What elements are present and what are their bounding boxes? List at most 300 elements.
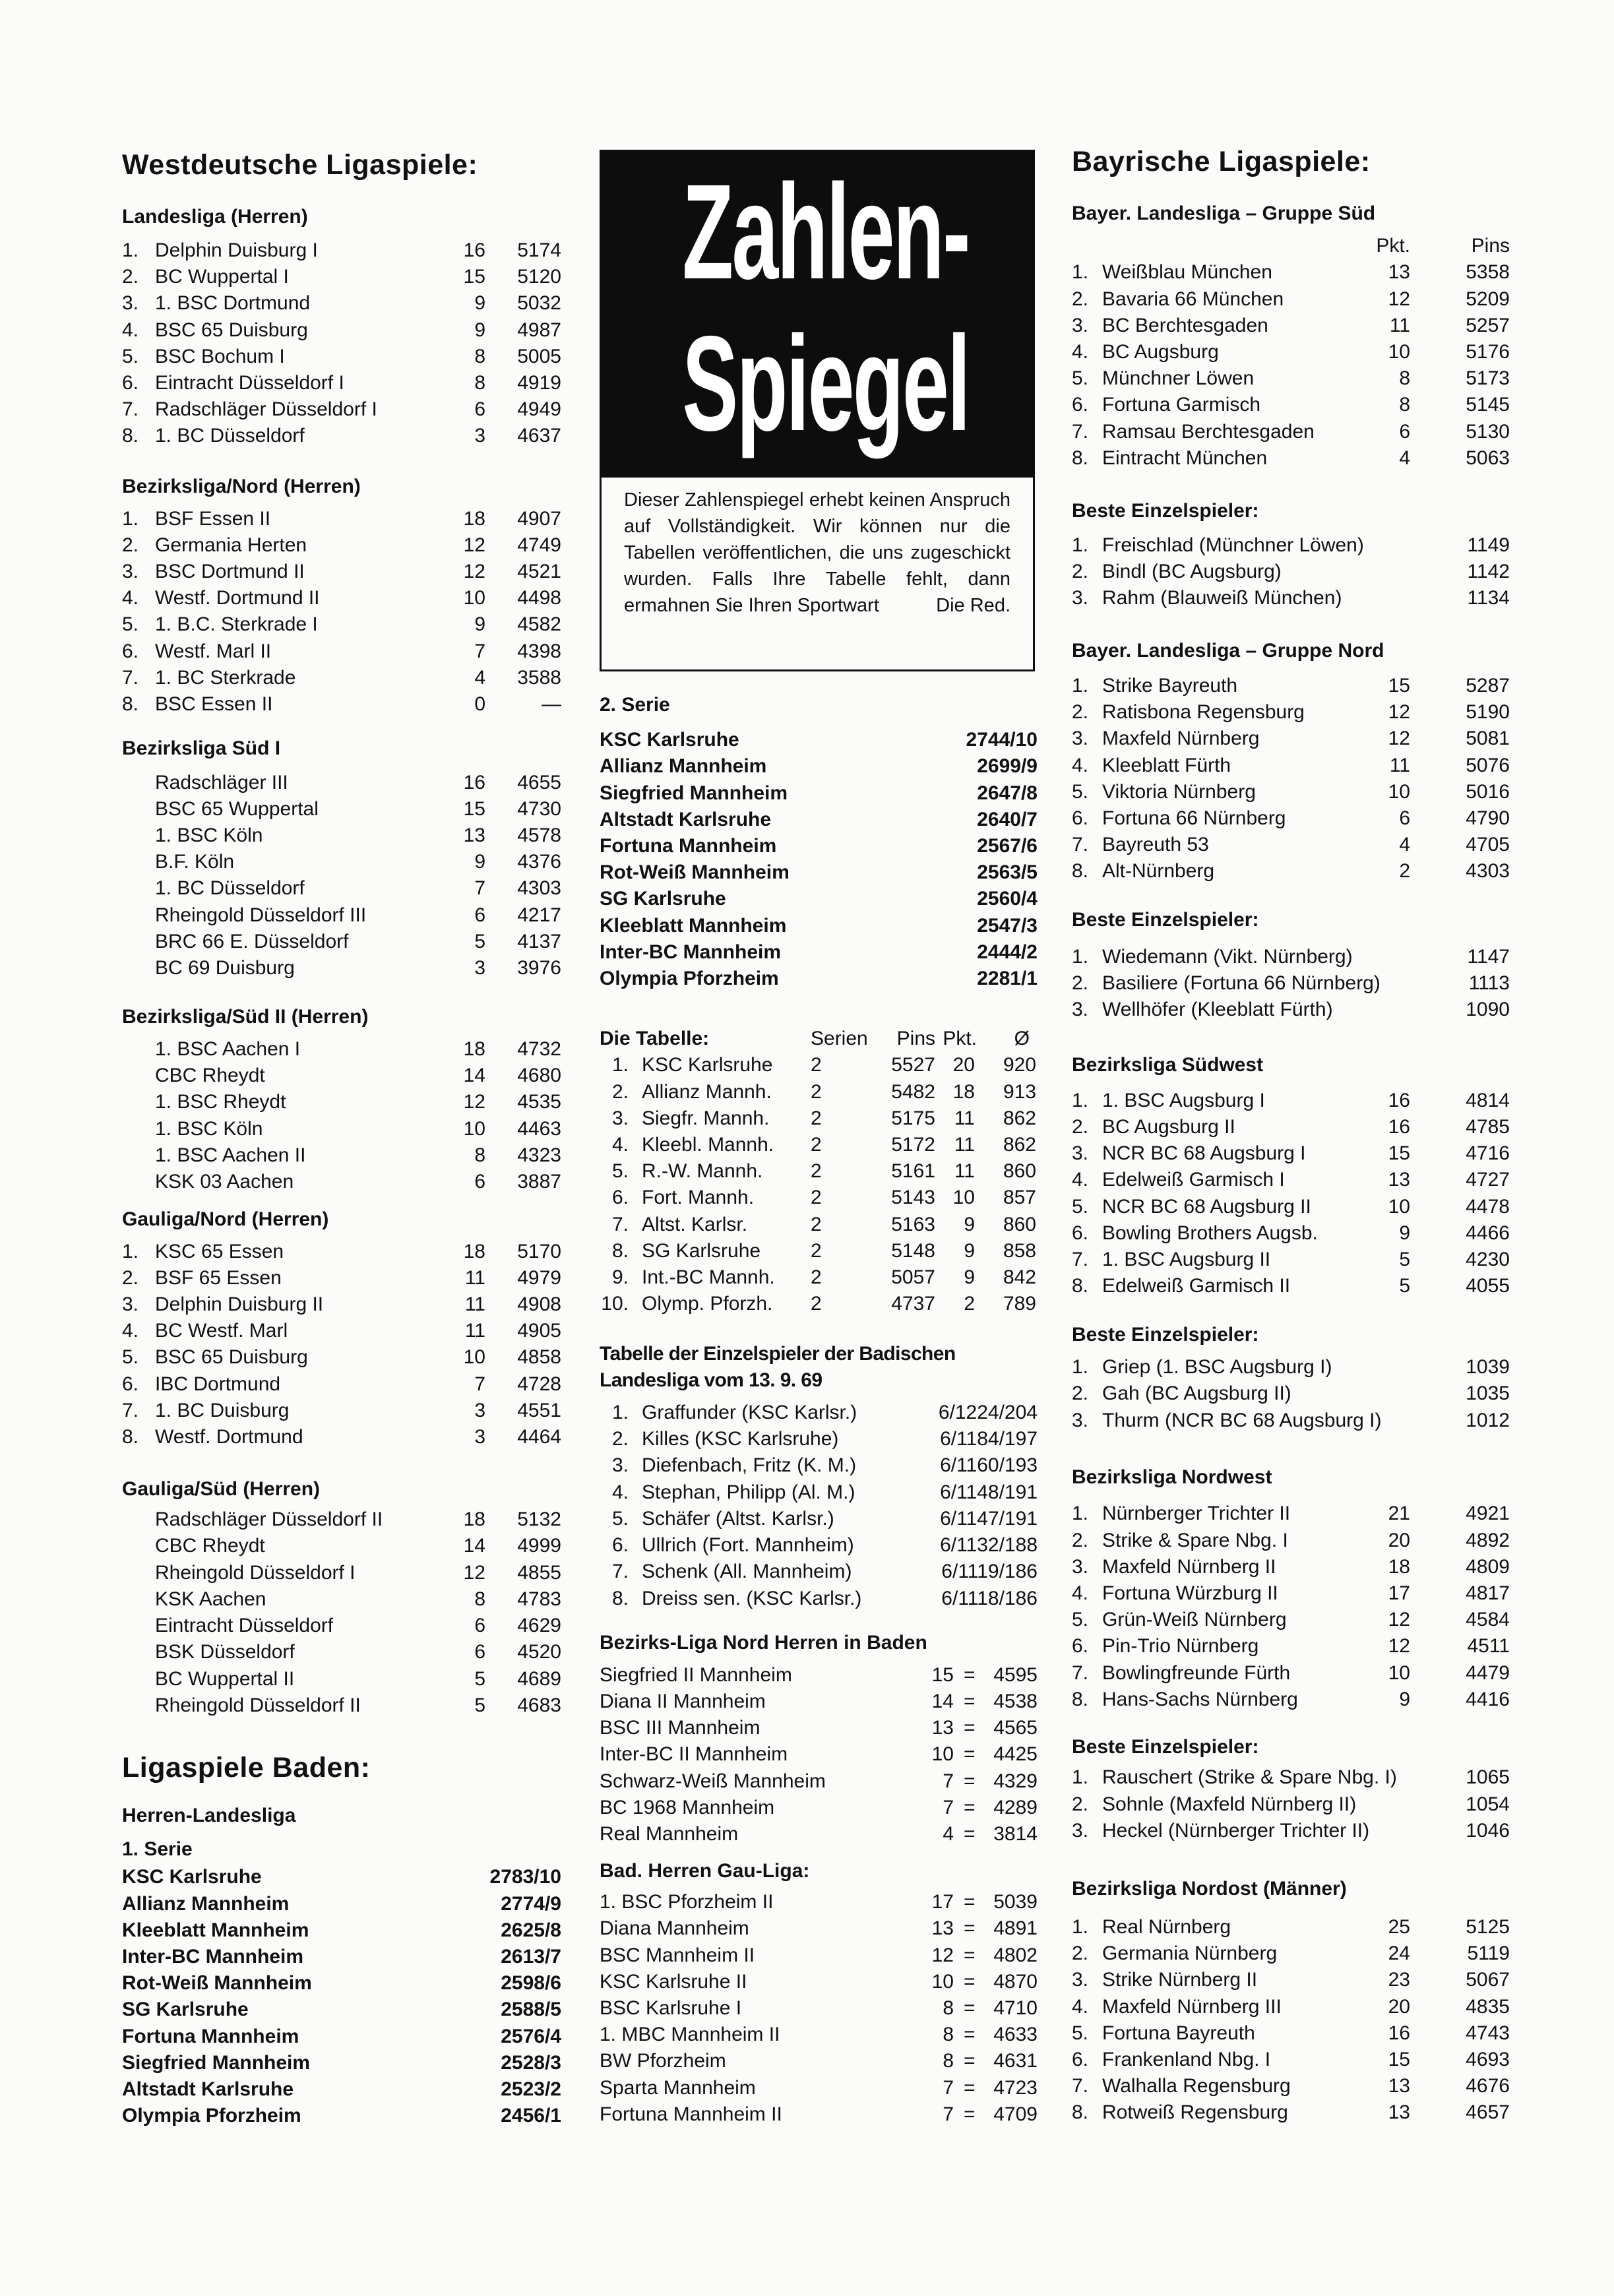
- table-row: [1072, 1580, 1510, 1607]
- team-name: Heckel (Nürnberger Trichter II): [1102, 1819, 1370, 1842]
- team-name: BRC 66 E. Düsseldorf: [155, 930, 349, 952]
- table-row: [122, 1398, 561, 1424]
- value-2: 4783: [517, 1588, 561, 1610]
- team-name: 2560/4: [977, 888, 1038, 910]
- value-2: 4329: [993, 1770, 1038, 1792]
- table-row: [122, 902, 561, 929]
- value-2: 5039: [993, 1891, 1038, 1913]
- value-1: 8: [474, 345, 485, 367]
- value-1: 12: [463, 1091, 485, 1113]
- team-name: Wiedemann (Vikt. Nürnberg): [1102, 945, 1353, 968]
- value-1: 15: [463, 797, 485, 820]
- value-2: 5063: [1466, 447, 1510, 469]
- value-2: 5119: [1467, 1942, 1510, 1965]
- value-1: 10: [463, 1346, 485, 1369]
- value-2: 5145: [1466, 394, 1510, 416]
- value-1: 2: [811, 1213, 822, 1235]
- team-name: BSC Bochum I: [155, 345, 285, 367]
- section-heading-bad-herren-gau-liga: Bad. Herren Gau-Liga:: [600, 1860, 810, 1882]
- value-2: 4538: [993, 1690, 1038, 1712]
- team-name: Eintracht Düsseldorf I: [155, 372, 344, 394]
- team-name: KSK 03 Aachen: [155, 1171, 294, 1193]
- value-1: 6/1184/197: [940, 1428, 1038, 1450]
- rank: Siegfried Mannheim: [600, 782, 788, 804]
- value-2: 4710: [993, 1997, 1038, 2020]
- team-name: 2783/10: [489, 1866, 561, 1888]
- value-1: 6/1147/191: [940, 1507, 1038, 1530]
- rank: 6.: [122, 1373, 139, 1395]
- team-name: Siegfr. Mannh.: [642, 1107, 770, 1129]
- value-1: 6: [1399, 807, 1410, 829]
- table-row: [1072, 1273, 1510, 1299]
- team-name: 8: [943, 2050, 954, 2072]
- value-1: 3: [474, 1399, 485, 1421]
- value-1: 5: [1399, 1275, 1410, 1297]
- table-row: [122, 691, 561, 718]
- team-name: Schenk (All. Mannheim): [642, 1561, 852, 1583]
- rank: 5.: [1072, 780, 1089, 803]
- rank: Fortuna Mannheim II: [600, 2103, 782, 2125]
- team-name: Radschläger Düsseldorf I: [155, 398, 377, 421]
- table-row: [1072, 970, 1510, 997]
- rank: Rot-Weiß Mannheim: [600, 861, 790, 884]
- rank: 3.: [122, 561, 139, 583]
- value-1: 13: [1388, 2075, 1410, 2097]
- value-2: 4680: [517, 1065, 561, 1087]
- value-1: 16: [463, 771, 485, 793]
- value-1: 16: [1388, 1115, 1410, 1138]
- value-1: 10: [1388, 340, 1410, 363]
- table-row: [1072, 1408, 1510, 1434]
- team-name: BSK Düsseldorf: [155, 1641, 295, 1663]
- value-1: 6/1132/188: [940, 1534, 1038, 1557]
- table-row: [122, 1344, 561, 1371]
- team-name: BC Westf. Marl: [155, 1320, 288, 1342]
- team-name: 7: [943, 2076, 954, 2099]
- rank: Siegfried Mannheim: [122, 2051, 311, 2074]
- table-row: [600, 833, 1038, 859]
- table-row: [122, 1613, 561, 1639]
- table-row: [1072, 259, 1510, 286]
- value-2: 4716: [1466, 1142, 1510, 1165]
- value-2: 3887: [517, 1171, 561, 1193]
- section-heading-bezirksliga-nordwest: Bezirksliga Nordwest: [1072, 1466, 1272, 1488]
- rank: 3.: [122, 1293, 139, 1316]
- rank: 3.: [1072, 1969, 1089, 1991]
- team-name: 1. BSC Köln: [155, 824, 263, 846]
- team-name: 10: [931, 1970, 954, 1993]
- team-name: BSC 65 Duisburg: [155, 1346, 308, 1369]
- value-1: 6: [1399, 420, 1410, 443]
- rank: 5.: [122, 345, 139, 367]
- table-row: [1072, 1791, 1510, 1818]
- value-2: 4907: [517, 507, 561, 530]
- value-2: 5032: [517, 292, 561, 315]
- value-1: 18: [463, 1240, 485, 1262]
- value-1: 1149: [1467, 534, 1510, 556]
- table-row: [122, 532, 561, 559]
- value-1: 15: [1388, 674, 1410, 697]
- value-3: 9: [964, 1266, 975, 1289]
- value-1: =: [964, 2050, 976, 2072]
- table-row: [1072, 1247, 1510, 1273]
- table-row: [122, 1291, 561, 1318]
- team-name: Thurm (NCR BC 68 Augsburg I): [1102, 1409, 1382, 1431]
- team-name: Westf. Marl II: [155, 640, 272, 662]
- value-2: 5016: [1466, 780, 1510, 803]
- rank: 2.: [1072, 1942, 1089, 1965]
- value-2: 5148: [891, 1239, 935, 1262]
- value-1: 4: [474, 666, 485, 689]
- team-name: Westf. Dortmund: [155, 1426, 303, 1448]
- value-1: 2: [811, 1293, 822, 1315]
- table-row: [600, 913, 1038, 939]
- rank: BW Pforzheim: [600, 2050, 726, 2072]
- team-name: NCR BC 68 Augsburg I: [1102, 1142, 1306, 1165]
- rank: 8.: [1072, 860, 1089, 883]
- rank: Siegfried II Mannheim: [600, 1663, 792, 1686]
- masthead-line: Spiegel: [682, 308, 970, 459]
- value-2: 4814: [1466, 1089, 1510, 1111]
- table-row: [1072, 805, 1510, 832]
- rank: 1.: [1072, 1089, 1089, 1111]
- table-row: [600, 886, 1038, 912]
- value-2: 4511: [1467, 1635, 1510, 1658]
- section-heading-bayer-landesliga-gruppe-nord: Bayer. Landesliga – Gruppe Nord: [1072, 639, 1384, 662]
- table-row: [1072, 2099, 1510, 2126]
- rank: 8.: [122, 425, 139, 447]
- team-name: BC Augsburg II: [1102, 1115, 1235, 1138]
- value-1: 8: [474, 372, 485, 394]
- table-row: [122, 1864, 561, 1890]
- team-name: Fortuna Garmisch: [1102, 394, 1261, 416]
- team-name: Fort. Mannh.: [642, 1187, 755, 1209]
- value-1: 2: [811, 1107, 822, 1129]
- team-name: 15: [931, 1663, 954, 1686]
- value-2: 4629: [517, 1615, 561, 1637]
- table-row: [122, 317, 561, 344]
- value-2: 5132: [517, 1508, 561, 1531]
- team-name: 7: [943, 2103, 954, 2125]
- team-name: 1. BSC Dortmund: [155, 292, 311, 315]
- rank: 2.: [611, 1080, 629, 1103]
- section-heading-beste-einzelspieler: Beste Einzelspieler:: [1072, 1324, 1259, 1346]
- value-1: 15: [463, 266, 485, 288]
- team-name: 13: [931, 1917, 954, 1940]
- value-2: 4676: [1466, 2075, 1510, 2097]
- table-row: [600, 1689, 1038, 1715]
- rank: 3.: [611, 1454, 629, 1477]
- value-2: 4479: [1466, 1661, 1510, 1684]
- table-row: [600, 1185, 1038, 1211]
- table-row: [122, 770, 561, 796]
- value-1: =: [964, 1690, 976, 1712]
- value-1: 1134: [1467, 587, 1510, 609]
- table-row: [1072, 699, 1510, 726]
- value-2: 4689: [517, 1667, 561, 1690]
- value-2: 4817: [1466, 1582, 1510, 1604]
- team-name: BSF Essen II: [155, 507, 271, 530]
- value-1: 18: [463, 1508, 485, 1531]
- team-name: Stephan, Philipp (Al. M.): [642, 1481, 855, 1503]
- value-2: 4595: [993, 1663, 1038, 1686]
- team-name: Eintracht Düsseldorf: [155, 1615, 334, 1637]
- value-1: 12: [1388, 288, 1410, 310]
- value-2: 4683: [517, 1694, 561, 1716]
- rank: 1.: [122, 507, 139, 530]
- value-1: 12: [463, 1561, 485, 1584]
- value-2: 4835: [1466, 1995, 1510, 2018]
- table-row: [1072, 1194, 1510, 1220]
- rank: 4.: [1072, 340, 1089, 363]
- team-name: Maxfeld Nürnberg III: [1102, 1995, 1282, 2018]
- value-2: 4723: [993, 2076, 1038, 2099]
- rank: 3.: [1072, 999, 1089, 1021]
- table-row: [122, 929, 561, 955]
- value-4: 860: [1003, 1213, 1036, 1235]
- team-name: BC Wuppertal II: [155, 1667, 295, 1690]
- value-1: 11: [464, 1320, 485, 1342]
- value-1: 23: [1388, 1969, 1410, 1991]
- value-1: 2: [811, 1054, 822, 1076]
- table-row: [600, 780, 1038, 807]
- value-2: 4466: [1466, 1222, 1510, 1244]
- team-name: Germania Nürnberg: [1102, 1942, 1278, 1965]
- value-1: 8: [474, 1588, 485, 1610]
- team-name: 1. BC Düsseldorf: [155, 425, 305, 447]
- value-2: 4289: [993, 1796, 1038, 1818]
- table-row: [600, 1942, 1038, 1969]
- table-row: [122, 370, 561, 396]
- team-name: 13: [931, 1717, 954, 1739]
- team-name: Ratisbona Regensburg: [1102, 701, 1305, 724]
- value-1: 6/1119/186: [941, 1561, 1038, 1583]
- team-name: BSF 65 Essen: [155, 1266, 282, 1289]
- team-name: KSC Karlsruhe: [642, 1054, 773, 1076]
- table-row: [600, 1426, 1038, 1452]
- value-1: 2: [811, 1160, 822, 1183]
- value-2: 4657: [1466, 2101, 1510, 2124]
- value-1: 3: [474, 425, 485, 447]
- table-row: [600, 1969, 1038, 1995]
- value-1: 5: [474, 1694, 485, 1716]
- value-2: 4705: [1466, 834, 1510, 856]
- value-1: 1054: [1466, 1793, 1510, 1815]
- team-name: Bindl (BC Augsburg): [1102, 560, 1282, 582]
- rank: SG Karlsruhe: [600, 888, 726, 910]
- rank: Real Mannheim: [600, 1823, 739, 1846]
- value-2: 3588: [517, 666, 561, 689]
- rank: 8.: [611, 1239, 629, 1262]
- table-row: [1072, 1940, 1510, 1967]
- section-heading-bezirksliga-nord-herren: Bezirksliga/Nord (Herren): [122, 475, 361, 497]
- team-name: Dreiss sen. (KSC Karlsr.): [642, 1587, 862, 1609]
- rank: Inter-BC Mannheim: [122, 1946, 304, 1968]
- value-2: 4633: [993, 2024, 1038, 2046]
- rank: 4.: [1072, 1169, 1089, 1191]
- table-row: [122, 1424, 561, 1450]
- table-row: [1072, 2047, 1510, 2073]
- table-row: [1072, 1167, 1510, 1193]
- team-name: Rheingold Düsseldorf II: [155, 1694, 361, 1716]
- value-1: 6/1118/186: [941, 1587, 1038, 1609]
- section-heading-1-serie: 1. Serie: [122, 1838, 193, 1861]
- value-1: 6/1224/204: [938, 1402, 1038, 1423]
- table-row: [1072, 445, 1510, 472]
- value-1: 3: [474, 1426, 485, 1448]
- value-1: =: [964, 1917, 976, 1940]
- team-name: BSC 65 Wuppertal: [155, 797, 319, 820]
- team-name: 4: [943, 1823, 954, 1846]
- team-name: Diefenbach, Fritz (K. M.): [642, 1454, 857, 1477]
- rank: 4.: [1072, 1582, 1089, 1604]
- rank: 8.: [1072, 447, 1089, 469]
- value-1: 10: [463, 1117, 485, 1140]
- value-2: 5176: [1466, 340, 1510, 363]
- table-row: [1072, 832, 1510, 858]
- value-2: 4582: [517, 613, 561, 636]
- value-1: 6/1160/193: [940, 1454, 1038, 1477]
- team-name: 2547/3: [977, 914, 1038, 937]
- table-row: [122, 1239, 561, 1265]
- value-1: =: [964, 1823, 976, 1846]
- table-row: [600, 1532, 1038, 1559]
- rank: 7.: [122, 398, 139, 421]
- value-1: 12: [463, 534, 485, 556]
- table-row: [600, 1105, 1038, 1132]
- rank: Kleeblatt Mannheim: [600, 914, 787, 937]
- rank: 7.: [1072, 1249, 1089, 1271]
- rank: 3.: [611, 1107, 629, 1129]
- value-2: 4870: [993, 1970, 1038, 1993]
- table-row: [122, 344, 561, 370]
- table-row: [122, 1371, 561, 1398]
- team-name: 7: [943, 1796, 954, 1818]
- rank: 4.: [611, 1134, 629, 1156]
- value-2: 5172: [891, 1134, 935, 1156]
- rank: 1.: [611, 1054, 629, 1076]
- value-3: 9: [964, 1239, 975, 1262]
- team-name: Delphin Duisburg I: [155, 239, 318, 261]
- value-2: 4855: [517, 1561, 561, 1584]
- value-4: 913: [1003, 1080, 1036, 1103]
- rank: 2.: [1072, 972, 1089, 995]
- value-1: 6: [474, 1171, 485, 1193]
- rank: 6.: [122, 640, 139, 662]
- rank: KSC Karlsruhe: [600, 729, 739, 751]
- value-2: 4055: [1466, 1275, 1510, 1297]
- table-row: [1072, 1554, 1510, 1580]
- table-row: [122, 1169, 561, 1195]
- value-3: 2: [964, 1293, 975, 1315]
- value-1: 5: [474, 1667, 485, 1690]
- value-1: 13: [1388, 261, 1410, 284]
- table-row: [122, 1116, 561, 1142]
- team-name: Nürnberger Trichter II: [1102, 1503, 1291, 1525]
- table-row: [1072, 313, 1510, 339]
- value-1: 6: [474, 904, 485, 926]
- rank: 1.: [1072, 534, 1089, 556]
- rank: 7.: [1072, 420, 1089, 443]
- table-row: [600, 1795, 1038, 1821]
- value-1: 2: [811, 1080, 822, 1103]
- table-row: [600, 1079, 1038, 1105]
- section-heading-bezirks-liga-nord-herren-in-baden: Bezirks-Liga Nord Herren in Baden: [600, 1631, 927, 1654]
- masthead-line: Zahlen-: [682, 156, 969, 307]
- value-3: 20: [952, 1054, 975, 1076]
- value-1: 6/1148/191: [940, 1481, 1038, 1503]
- rank: 1. BSC Pforzheim II: [600, 1891, 774, 1913]
- table-row: [1072, 1140, 1510, 1167]
- team-name: 2588/5: [501, 1999, 561, 2021]
- table-row: [1072, 1818, 1510, 1844]
- table-row: [600, 1479, 1038, 1506]
- value-1: 1113: [1468, 972, 1510, 995]
- team-name: 1. BSC Aachen I: [155, 1038, 301, 1060]
- value-1: =: [964, 1770, 976, 1792]
- value-2: 5005: [517, 345, 561, 367]
- value-2: 4578: [517, 824, 561, 846]
- table-row: [600, 2075, 1038, 2101]
- table-row: [122, 423, 561, 449]
- team-name: 8: [943, 1997, 954, 2020]
- value-1: 12: [463, 561, 485, 583]
- rank: 10.: [601, 1293, 629, 1315]
- team-name: Strike Bayreuth: [1102, 674, 1238, 697]
- table-row: [600, 1915, 1038, 1942]
- table-row: [122, 1265, 561, 1291]
- team-name: Olymp. Pforzh.: [642, 1293, 773, 1315]
- value-1: 6: [474, 1615, 485, 1637]
- value-3: 9: [964, 1213, 975, 1235]
- value-1: 13: [463, 824, 485, 846]
- rank: KSC Karlsruhe II: [600, 1970, 747, 1993]
- value-2: 4584: [1466, 1609, 1510, 1631]
- team-name: CBC Rheydt: [155, 1065, 265, 1087]
- team-name: Kleebl. Mannh.: [642, 1134, 774, 1156]
- value-3: 10: [952, 1187, 975, 1209]
- table-row: [122, 1997, 561, 2023]
- team-name: Bowlingfreunde Fürth: [1102, 1661, 1291, 1684]
- value-1: =: [964, 1717, 976, 1739]
- team-name: 12: [931, 1944, 954, 1966]
- table-row: [600, 727, 1038, 753]
- rank: 2.: [122, 1266, 139, 1289]
- team-name: Sohnle (Maxfeld Nürnberg II): [1102, 1793, 1357, 1815]
- value-1: 11: [1389, 754, 1410, 776]
- team-name: BC Wuppertal I: [155, 266, 289, 288]
- table-row: [1072, 1354, 1510, 1381]
- value-2: 4498: [517, 587, 561, 609]
- section-heading-beste-einzelspieler: Beste Einzelspieler:: [1072, 909, 1259, 931]
- team-name: Int.-BC Mannh.: [642, 1266, 775, 1289]
- team-name: R.-W. Mannh.: [642, 1160, 763, 1183]
- rank: 3.: [1072, 1819, 1089, 1842]
- value-2: 4728: [517, 1373, 561, 1395]
- table-row: [1072, 1528, 1510, 1554]
- team-name: 2576/4: [501, 2025, 561, 2047]
- value-1: 24: [1388, 1942, 1410, 1965]
- team-name: Maxfeld Nürnberg: [1102, 728, 1260, 750]
- table-row: [122, 2024, 561, 2050]
- value-2: 4891: [993, 1917, 1038, 1940]
- value-1: =: [964, 1970, 976, 1993]
- column-header: Pkt.: [943, 1028, 977, 1050]
- value-2: 4858: [517, 1346, 561, 1369]
- rank: 3.: [122, 292, 139, 315]
- rank: 1.: [1072, 945, 1089, 968]
- team-name: Rheingold Düsseldorf III: [155, 904, 367, 926]
